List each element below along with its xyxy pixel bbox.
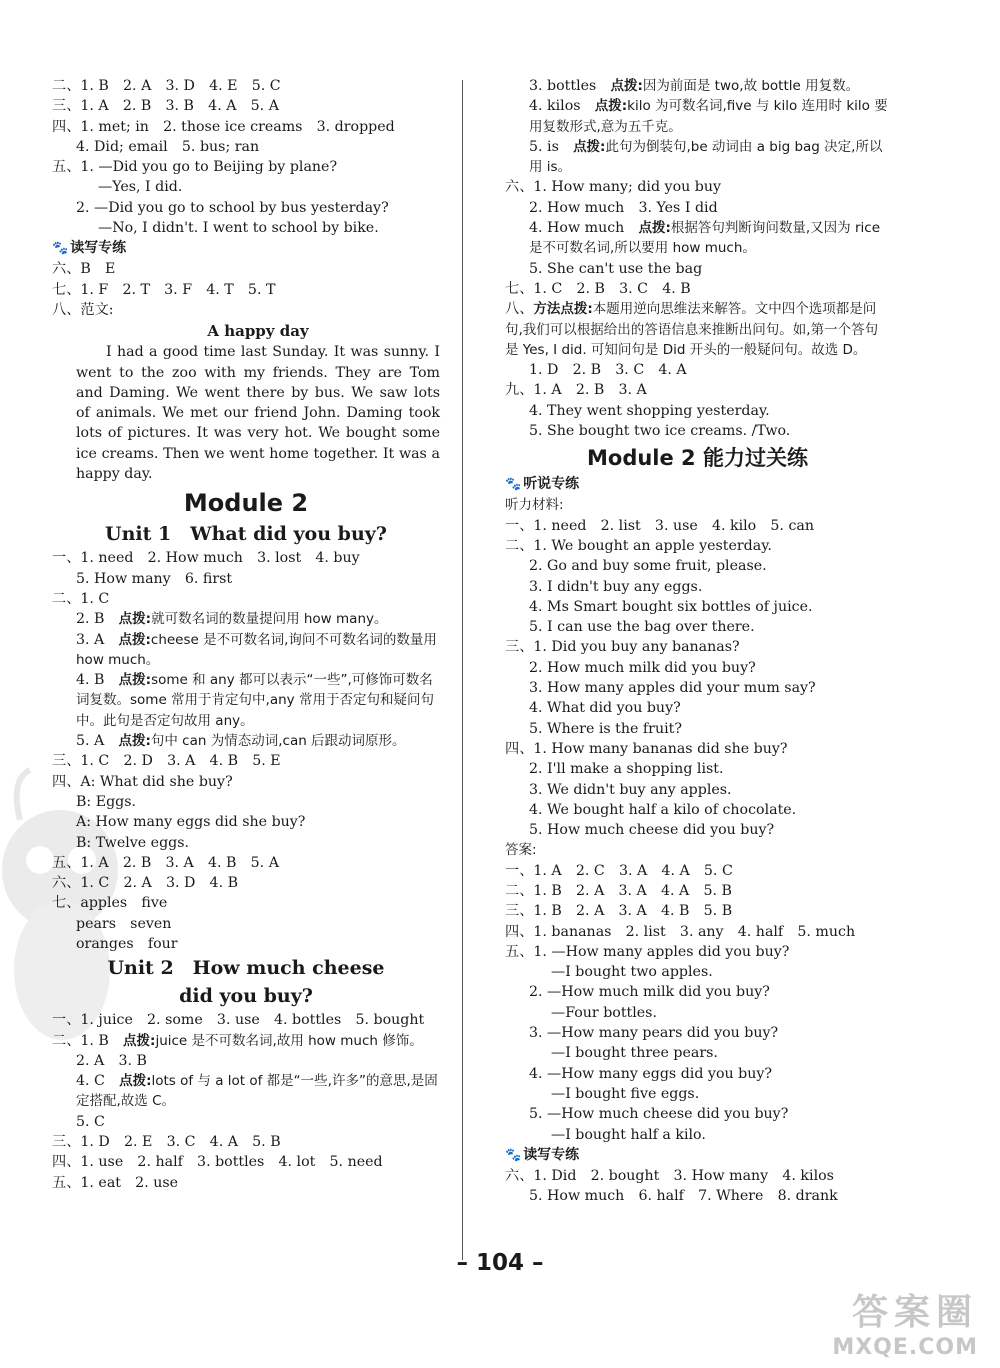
answer-line: 5. —How much cheese did you buy? bbox=[529, 1106, 789, 1123]
answer-key: 4. How much bbox=[529, 220, 639, 237]
answer-line: 四、1. bananas 2. list 3. any 4. half 5. much bbox=[505, 923, 856, 940]
answer-key: 4. kilos bbox=[529, 98, 595, 115]
answer-line: —Yes, I did. bbox=[98, 179, 183, 196]
module-title: Module 2 能力过关练 bbox=[587, 446, 808, 471]
answer-line: 八、范文: bbox=[52, 301, 114, 318]
answer-line: 六、1. How many; did you buy bbox=[505, 179, 721, 196]
essay-paragraph bbox=[52, 342, 440, 484]
answer-line: 三、1. C 2. D 3. A 4. B 5. E bbox=[52, 753, 281, 770]
hint-text: some 和 any 都可以表示“一些”,可修饰可数名词复数。some 常用于肯定句中,any 常用于否定句和疑问句中。此句是否定句故用 any。 bbox=[76, 672, 434, 729]
answer-key: 4. B bbox=[76, 672, 119, 689]
watermark-logo-text: 答案圈 bbox=[851, 1292, 978, 1333]
left-column bbox=[52, 76, 440, 1193]
answer-line: A: How many eggs did she buy? bbox=[76, 814, 306, 831]
hint-label: 点拨: bbox=[118, 733, 151, 750]
hint-text: 本题用逆向思维法来解答。文中四个选项都是问句,我们可以根据给出的答语信息来推断出问句。如,第一个答句是 Yes, I did. 可知问句是 Did 开头的一般疑问句。故选 D。 bbox=[505, 301, 879, 358]
answer-line: 4. —How many eggs did you buy? bbox=[529, 1065, 772, 1082]
answer-line: 2. How much 3. Yes I did bbox=[529, 199, 718, 216]
answer-line: 四、1. met; in 2. those ice creams 3. dropped bbox=[52, 118, 395, 135]
answer-line: 三、1. B 2. A 3. A 4. B 5. B bbox=[505, 903, 733, 920]
hint-text: 句中 can 为情态动词,can 后跟动词原形。 bbox=[150, 733, 406, 750]
answer-line: —I bought two apples. bbox=[551, 964, 713, 981]
unit-title: Unit 2 How much cheese bbox=[107, 957, 385, 980]
answer-line: B: Eggs. bbox=[76, 793, 137, 810]
answer-line: 七、1. F 2. T 3. F 4. T 5. T bbox=[52, 281, 276, 298]
answer-line: 六、B E bbox=[52, 261, 116, 278]
hint-label: 点拨: bbox=[118, 611, 152, 628]
hint-text: 就可数名词的数量提问用 how many。 bbox=[151, 611, 388, 628]
listening-label: 听力材料: bbox=[505, 497, 564, 514]
answer-line: 3. I didn't buy any eggs. bbox=[529, 578, 703, 595]
answer-line: 二、1. C bbox=[52, 590, 110, 607]
answer-line: 一、1. need 2. list 3. use 4. kilo 5. can bbox=[505, 517, 814, 534]
answer-label: 答案: bbox=[505, 842, 537, 859]
essay-title: A happy day bbox=[207, 322, 309, 341]
answer-line: 3. We didn't buy any apples. bbox=[529, 781, 732, 798]
answer-line: 一、1. juice 2. some 3. use 4. bottles 5. bought bbox=[52, 1012, 425, 1029]
answer-hint-item bbox=[505, 96, 890, 137]
section-heading bbox=[52, 238, 440, 259]
hint-text: 因为前面是 two,故 bottle 用复数。 bbox=[642, 78, 860, 94]
answer-line: 2. A 3. B bbox=[76, 1052, 147, 1069]
answer-line: 4. What did you buy? bbox=[529, 700, 681, 717]
answer-line: 2. I'll make a shopping list. bbox=[529, 761, 724, 778]
answer-line: 1. D 2. B 3. C 4. A bbox=[529, 362, 687, 379]
answer-line: 三、1. Did you buy any bananas? bbox=[505, 639, 740, 656]
answer-line: 六、1. C 2. A 3. D 4. B bbox=[52, 875, 239, 892]
answer-hint-item bbox=[52, 731, 440, 751]
paw-icon: 🐾 bbox=[52, 241, 69, 257]
section-heading bbox=[505, 474, 890, 495]
paw-icon: 🐾 bbox=[505, 1147, 522, 1163]
answer-line: 5. She can't use the bag bbox=[529, 260, 703, 277]
hint-label: 点拨: bbox=[118, 631, 151, 648]
watermark-url: MXQE.COM bbox=[832, 1335, 978, 1360]
answer-line: 五、1. —Did you go to Beijing by plane? bbox=[52, 159, 338, 176]
answer-line: 3. —How many pears did you buy? bbox=[529, 1025, 779, 1042]
answer-line: pears seven bbox=[76, 915, 172, 932]
hint-label: 点拨: bbox=[573, 138, 606, 155]
answer-hint-item bbox=[505, 299, 890, 360]
hint-text: juice 是不可数名词,故用 how much 修饰。 bbox=[155, 1032, 423, 1049]
answer-line: 五、1. A 2. B 3. A 4. B 5. A bbox=[52, 854, 279, 871]
answer-key: 二、1. B bbox=[52, 1032, 124, 1049]
answer-line: 二、1. We bought an apple yesterday. bbox=[505, 537, 772, 554]
right-column bbox=[505, 76, 890, 1206]
answer-line: 九、1. A 2. B 3. A bbox=[505, 382, 647, 399]
answer-line: 5. Where is the fruit? bbox=[529, 720, 682, 737]
answer-line: —I bought three pears. bbox=[551, 1045, 718, 1062]
answer-hint-item bbox=[52, 670, 440, 731]
hint-text: kilo 为可数名词,five 与 kilo 连用时 kilo 要用复数形式,意为五千克。 bbox=[529, 98, 888, 135]
hint-label: 点拨: bbox=[610, 78, 643, 94]
answer-key: 4. C bbox=[76, 1073, 120, 1090]
answer-hint-item bbox=[52, 609, 440, 629]
answer-line: 2. How much milk did you buy? bbox=[529, 659, 756, 676]
answer-hint-item bbox=[52, 1031, 440, 1051]
answer-key: 3. A bbox=[76, 631, 119, 648]
answer-line: 4. We bought half a kilo of chocolate. bbox=[529, 801, 797, 818]
answer-hint-item bbox=[505, 76, 890, 96]
answer-key: 5. is bbox=[529, 138, 574, 155]
paw-icon: 🐾 bbox=[505, 477, 522, 493]
answer-hint-item bbox=[505, 218, 890, 259]
answer-line: 二、1. B 2. A 3. A 4. A 5. B bbox=[505, 882, 732, 899]
answer-key: 5. A bbox=[76, 733, 119, 750]
watermark bbox=[832, 1284, 978, 1360]
answer-key: 八、 bbox=[505, 301, 534, 318]
hint-text: 根据答句判断询问数量,又因为 rice 是不可数名词,所以要用 how much。 bbox=[529, 220, 881, 257]
answer-line: 5. I can use the bag over there. bbox=[529, 619, 755, 636]
answer-line: 5. How much cheese did you buy? bbox=[529, 822, 775, 839]
hint-label: 点拨: bbox=[638, 220, 671, 237]
answer-line: 5. She bought two ice creams. /Two. bbox=[529, 423, 791, 440]
hint-label: 点拨: bbox=[123, 1032, 156, 1049]
unit-title: Unit 1 What did you buy? bbox=[105, 523, 387, 546]
section-heading-text: 读写专练 bbox=[523, 1146, 580, 1163]
answer-line: 四、1. How many bananas did she buy? bbox=[505, 740, 788, 757]
hint-label: 点拨: bbox=[594, 98, 628, 115]
answer-line: 五、1. —How many apples did you buy? bbox=[505, 943, 790, 960]
hint-text: 此句为倒装句,be 动词由 a big bag 决定,所以用 is。 bbox=[529, 138, 883, 176]
answer-line: 二、1. B 2. A 3. D 4. E 5. C bbox=[52, 78, 281, 94]
answer-hint-item bbox=[52, 630, 440, 671]
section-heading-text: 读写专练 bbox=[70, 240, 127, 257]
answer-hint-item bbox=[52, 1071, 440, 1112]
answer-line: 七、apples five bbox=[52, 895, 168, 912]
answer-line: 2. —Did you go to school by bus yesterday? bbox=[76, 199, 389, 216]
answer-line: 5. How much 6. half 7. Where 8. drank bbox=[529, 1188, 838, 1205]
answer-key: 3. bottles bbox=[529, 78, 611, 94]
answer-line: 4. Did; email 5. bus; ran bbox=[76, 138, 260, 155]
answer-line: 2. Go and buy some fruit, please. bbox=[529, 558, 767, 575]
column-divider bbox=[462, 80, 463, 1260]
hint-label: 点拨: bbox=[118, 672, 152, 689]
section-heading-text: 听说专练 bbox=[523, 476, 580, 493]
answer-line: 4. Ms Smart bought six bottles of juice. bbox=[529, 598, 813, 615]
answer-line: —I bought half a kilo. bbox=[551, 1126, 706, 1143]
answer-line: 一、1. need 2. How much 3. lost 4. buy bbox=[52, 550, 360, 567]
page-number: – 104 – bbox=[456, 1250, 544, 1276]
answer-line: 四、A: What did she buy? bbox=[52, 773, 233, 790]
answer-line: —Four bottles. bbox=[551, 1004, 657, 1021]
answer-line: 5. C bbox=[76, 1113, 105, 1130]
answer-line: 4. They went shopping yesterday. bbox=[529, 402, 770, 419]
hint-text: lots of 与 a lot of 都是“一些,许多”的意思,是固定搭配,故选 C。 bbox=[76, 1073, 438, 1110]
module-title: Module 2 bbox=[183, 489, 309, 518]
answer-line: 四、1. use 2. half 3. bottles 4. lot 5. need bbox=[52, 1154, 383, 1171]
hint-label: 点拨: bbox=[119, 1073, 152, 1090]
hint-text: cheese 是不可数名词,询问不可数名词的数量用 how much。 bbox=[76, 631, 437, 668]
answer-line: 六、1. Did 2. bought 3. How many 4. kilos bbox=[505, 1167, 834, 1184]
answer-line: oranges four bbox=[76, 935, 178, 952]
answer-line: 一、1. A 2. C 3. A 4. A 5. C bbox=[505, 862, 733, 879]
answer-line: —No, I didn't. I went to school by bike. bbox=[98, 220, 379, 237]
answer-line: 三、1. D 2. E 3. C 4. A 5. B bbox=[52, 1134, 281, 1151]
section-heading bbox=[505, 1145, 890, 1166]
answer-line: —I bought five eggs. bbox=[551, 1085, 700, 1102]
answer-line: 七、1. C 2. B 3. C 4. B bbox=[505, 280, 691, 297]
answer-line: B: Twelve eggs. bbox=[76, 834, 190, 851]
hint-label: 方法点拨: bbox=[533, 301, 593, 318]
answer-line: 3. How many apples did your mum say? bbox=[529, 680, 816, 697]
answer-line: 三、1. A 2. B 3. B 4. A 5. A bbox=[52, 98, 279, 115]
answer-hint-item bbox=[505, 137, 890, 178]
answer-key: 2. B bbox=[76, 611, 119, 628]
answer-line: 五、1. eat 2. use bbox=[52, 1174, 179, 1191]
essay-text: I had a good time last Sunday. It was sunny. I went to the zoo with my friends. They are Tom and Daming. We went there by bus. We saw lots of animals. We met our friend John. Daming took lots of pictures. It was very hot. We bought some ice creams. Then we went home together. It was a happy day. bbox=[76, 344, 440, 483]
answer-line: 5. How many 6. first bbox=[76, 570, 233, 587]
unit-title-line2: did you buy? bbox=[179, 985, 313, 1008]
answer-line: 2. —How much milk did you buy? bbox=[529, 984, 770, 1001]
